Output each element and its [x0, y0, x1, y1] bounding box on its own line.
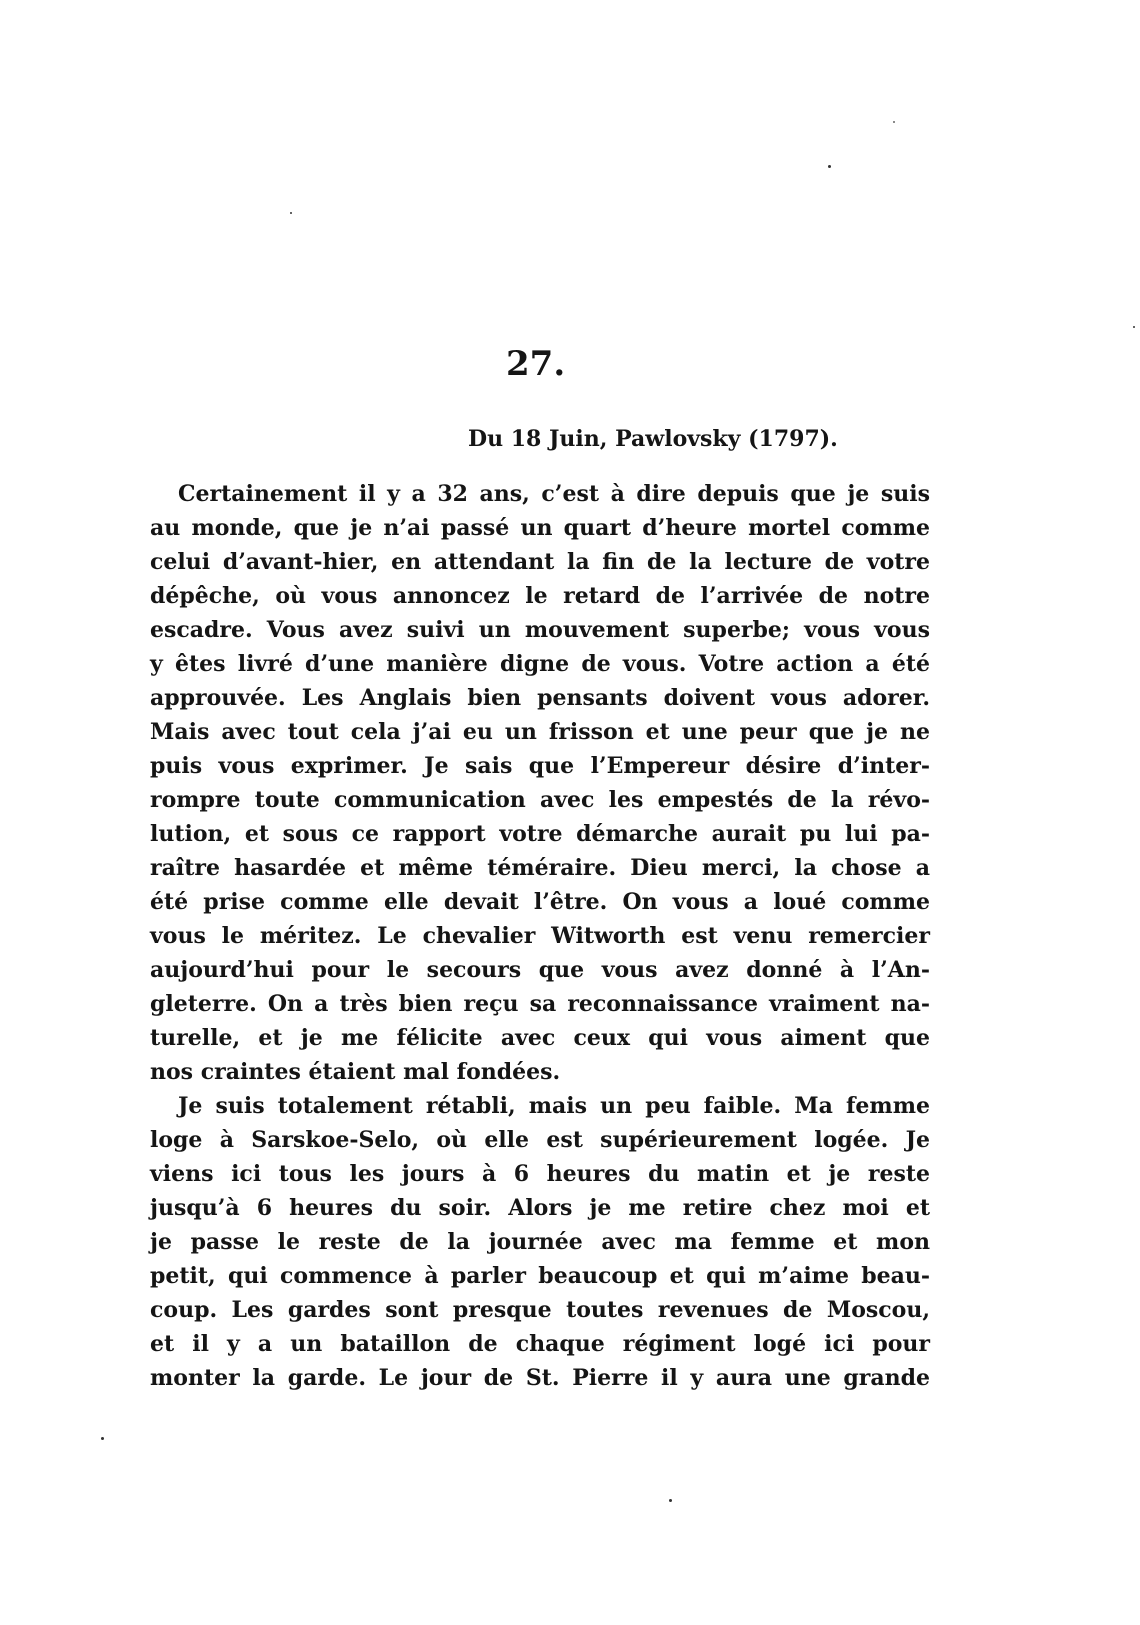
text-line: vous le méritez. Le chevalier Witworth est venu remercier — [150, 923, 930, 949]
text-line: au monde, que je n’ai passé un quart d’heure mortel comme — [150, 515, 930, 541]
text-line: loge à Sarskoe-Selo, où elle est supérieurement logée. Je — [150, 1127, 930, 1153]
text-line: dépêche, où vous annoncez le retard de l’arrivée de notre — [150, 583, 930, 609]
scan-speck — [893, 121, 895, 123]
paragraph-2 — [150, 1089, 930, 1395]
text-line: celui d’avant-hier, en attendant la fin de la lecture de votre — [150, 549, 930, 575]
text-line: approuvée. Les Anglais bien pensants doivent vous adorer. — [150, 685, 930, 711]
text-line: Je suis totalement rétabli, mais un peu faible. Ma femme — [178, 1093, 930, 1119]
text-line: coup. Les gardes sont presque toutes revenues de Moscou, — [150, 1297, 930, 1323]
text-line: escadre. Vous avez suivi un mouvement superbe; vous vous — [150, 617, 930, 643]
scan-speck — [669, 1499, 672, 1502]
scan-speck — [828, 165, 831, 168]
scan-speck — [101, 1437, 104, 1440]
text-line: gleterre. On a très bien reçu sa reconnaissance vraiment na- — [150, 991, 930, 1017]
text-line: nos craintes étaient mal fondées. — [150, 1059, 561, 1085]
scan-speck — [1133, 326, 1135, 328]
letter-body — [150, 477, 930, 1395]
text-line: petit, qui commence à parler beaucoup et qui m’aime beau- — [150, 1263, 930, 1289]
text-line: rompre toute communication avec les empestés de la révo- — [150, 787, 930, 813]
text-line: monter la garde. Le jour de St. Pierre il y aura une grande — [150, 1365, 930, 1391]
letter-number: 27. — [506, 344, 566, 384]
text-line: puis vous exprimer. Je sais que l’Empereur désire d’inter- — [150, 753, 930, 779]
text-line: lution, et sous ce rapport votre démarche aurait pu lui pa- — [150, 821, 930, 847]
text-line: Mais avec tout cela j’ai eu un frisson et une peur que je ne — [150, 719, 930, 745]
text-line: je passe le reste de la journée avec ma femme et mon — [150, 1229, 930, 1255]
text-line: et il y a un bataillon de chaque régiment logé ici pour — [150, 1331, 930, 1357]
letter-dateline: Du 18 Juin, Pawlovsky (1797). — [468, 426, 838, 452]
text-line: aujourd’hui pour le secours que vous avez donné à l’An- — [150, 957, 930, 983]
scan-speck — [290, 212, 292, 214]
text-line: été prise comme elle devait l’être. On vous a loué comme — [150, 889, 930, 915]
text-line: y êtes livré d’une manière digne de vous. Votre action a été — [150, 651, 930, 677]
paragraph-1 — [150, 477, 930, 1089]
text-line: jusqu’à 6 heures du soir. Alors je me retire chez moi et — [150, 1195, 930, 1221]
text-line: raître hasardée et même téméraire. Dieu merci, la chose a — [150, 855, 930, 881]
text-line: viens ici tous les jours à 6 heures du matin et je reste — [150, 1161, 930, 1187]
text-line: turelle, et je me félicite avec ceux qui vous aiment que — [150, 1025, 930, 1051]
text-line: Certainement il y a 32 ans, c’est à dire depuis que je suis — [178, 481, 930, 507]
